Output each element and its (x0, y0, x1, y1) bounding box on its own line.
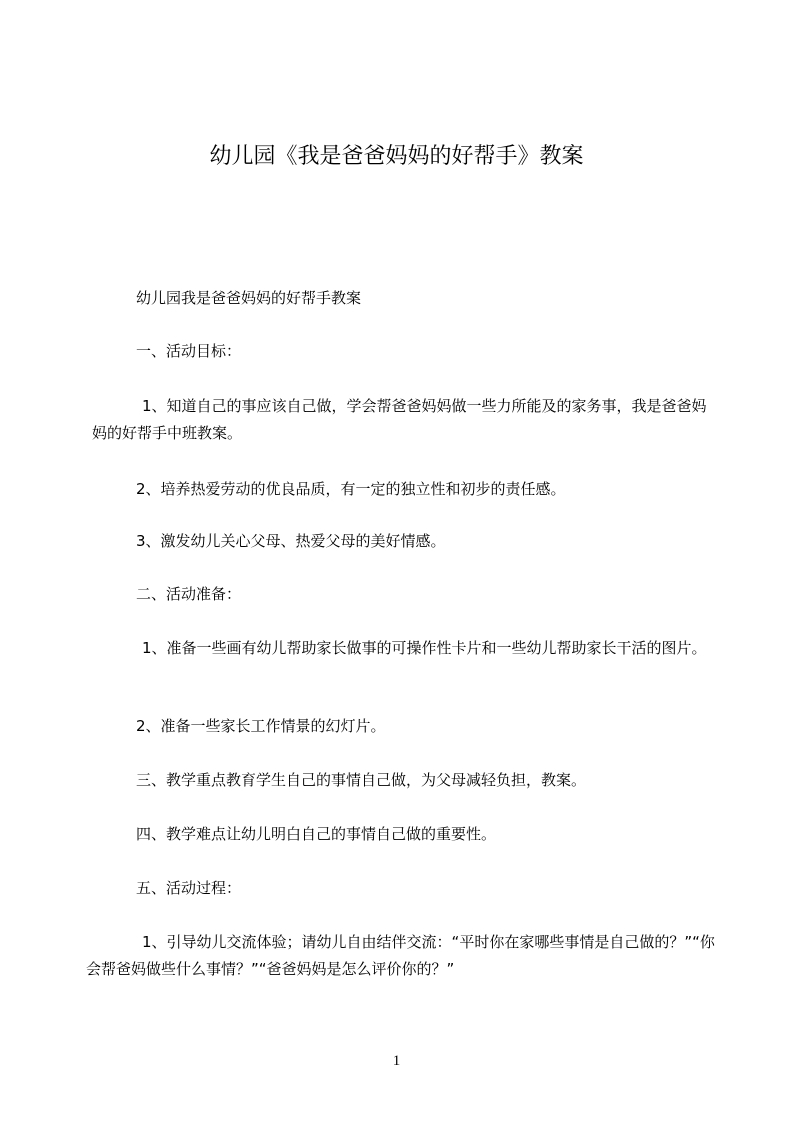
paragraph-subtitle: 幼儿园我是爸爸妈妈的好帮手教案 (136, 289, 362, 307)
document-title: 幼儿园《我是爸爸妈妈的好帮手》教案 (209, 144, 584, 169)
paragraph-prep-1: 1、准备一些画有幼儿帮助家长做事的可操作性卡片和一些幼儿帮助家长干活的图片。 (142, 639, 707, 657)
section-heading-preparation: 二、活动准备： (136, 585, 242, 603)
paragraph-goal-1: 1、知道自己的事应该自己做，学会帮爸爸妈妈做一些力所能及的家务事，我是爸爸妈妈的好帮手中班教案。 (92, 397, 707, 442)
paragraph-goal-3: 3、激发幼儿关心父母、热爱父母的美好情感。 (136, 532, 446, 550)
section-heading-key-point: 三、教学重点教育学生自己的事情自己做，为父母减轻负担，教案。 (136, 771, 587, 789)
section-heading-difficulty: 四、教学难点让幼儿明白自己的事情自己做的重要性。 (136, 825, 497, 843)
paragraph-prep-2: 2、准备一些家长工作情景的幻灯片。 (136, 717, 386, 735)
section-heading-goals: 一、活动目标： (136, 342, 242, 360)
page-number: 1 (392, 1053, 401, 1069)
paragraph-process-1: 1、引导幼儿交流体验；请幼儿自由结伴交流：“平时你在家哪些事情是自己做的？”“你会帮爸妈做些什么事情？”“爸爸妈妈是怎么评价你的？” (86, 933, 715, 978)
paragraph-goal-2: 2、培养热爱劳动的优良品质，有一定的独立性和初步的责任感。 (136, 480, 566, 498)
section-heading-process: 五、活动过程： (136, 879, 242, 897)
